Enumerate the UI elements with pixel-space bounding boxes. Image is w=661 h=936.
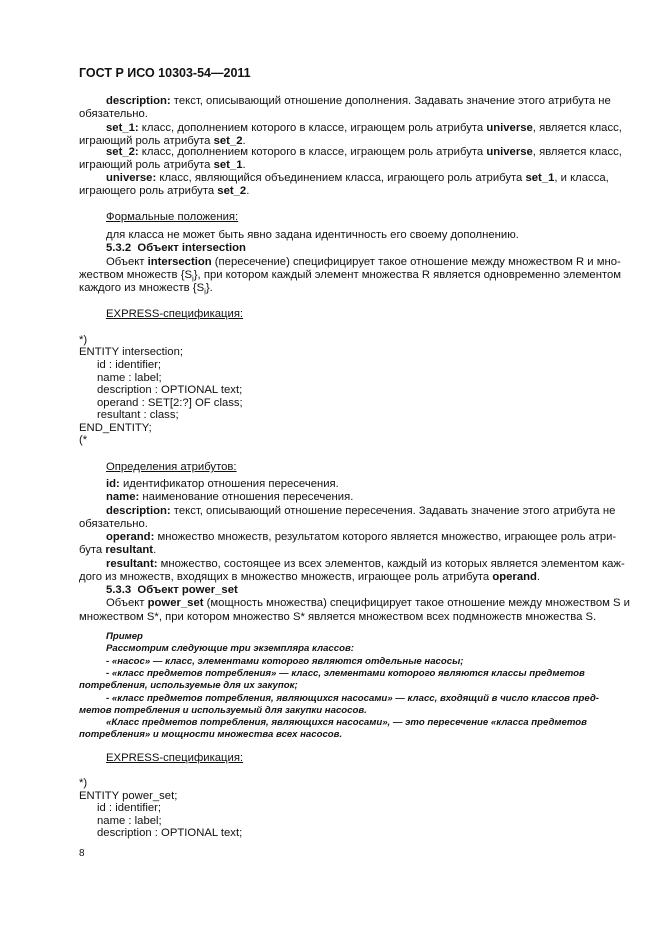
term: set_2: xyxy=(106,146,139,158)
section-5-3-2-title: 5.3.2 Объект intersection xyxy=(106,242,246,254)
express-attr-id: id : identifier; xyxy=(97,359,162,371)
attr-set1-line2: играющий роль атрибута set_2. xyxy=(79,135,246,147)
express-entity: ENTITY intersection; xyxy=(79,346,184,358)
express2-open: *) xyxy=(79,777,88,789)
express2-entity: ENTITY power_set; xyxy=(79,790,178,802)
express-heading-2: EXPRESS-спецификация: xyxy=(106,752,244,764)
example-bullet-3-line2: метов потребления и используемый для закупки насосов. xyxy=(79,705,367,716)
term: description: xyxy=(106,95,171,107)
express2-attr-name: name : label; xyxy=(97,815,162,827)
express-attr-resultant: resultant : class; xyxy=(97,409,179,421)
attrdef-description-line2: обязательно. xyxy=(79,518,148,530)
attr-universe-line1: universe: класс, являющийся объединением класса, играющего роль атрибута set_1, и класса, xyxy=(106,172,609,184)
attrdef-resultant-line2: дого из множеств, входящих в множество множеств, играющее роль атрибута operand. xyxy=(79,571,541,583)
attrdef-resultant-line1: resultant: множество, состоящее из всех элементов, каждый из которых является элементом каж- xyxy=(106,558,625,570)
section-5-3-2-line3: каждого из множеств $\{S_i\}$. xyxy=(79,282,213,297)
attrdef-operand-line1: operand: множество множеств, результатом которого является множество, играющее роль атри- xyxy=(106,531,617,543)
express-attr-operand: operand : SET[2:?] OF class; xyxy=(97,397,243,409)
section-5-3-3-line1: Объект power_set (мощность множества) специфицирует такое отношение между множеством S и xyxy=(106,597,630,609)
express-attr-description: description : OPTIONAL text; xyxy=(97,384,243,396)
section-5-3-3-title: 5.3.3 Объект power_set xyxy=(106,584,238,596)
attr-set2-line1: set_2: класс, дополнением которого в классе, играющем роль атрибута universe, является класс, xyxy=(106,146,622,158)
express-end: END_ENTITY; xyxy=(79,422,152,434)
express-attr-name: name : label; xyxy=(97,372,162,384)
express-open: *) xyxy=(79,334,88,346)
attr-set2-line2: играющий роль атрибута set_1. xyxy=(79,159,246,171)
example-conclusion-line1: «Класс предметов потребления, являющихся насосами», — это пересечение «класса предметов xyxy=(106,717,587,728)
attr-set1-line1: set_1: класс, дополнением которого в классе, играющем роль атрибута universe, является класс, xyxy=(106,122,622,134)
formal-text: для класса не может быть явно задана идентичность его своему дополнению. xyxy=(106,229,519,241)
document-header: ГОСТ Р ИСО 10303-54—2011 xyxy=(79,66,251,80)
attrdef-name: name: наименование отношения пересечения. xyxy=(106,491,354,503)
formal-heading: Формальные положения: xyxy=(106,211,239,223)
example-bullet-3-line1: - «класс предметов потребления, являющихся насосами» — класс, входящий в число классов пред- xyxy=(106,693,599,704)
page-number: 8 xyxy=(79,848,85,859)
attr-universe-line2: играющего роль атрибута set_2. xyxy=(79,185,250,197)
express2-attr-id: id : identifier; xyxy=(97,802,162,814)
express2-attr-description: description : OPTIONAL text; xyxy=(97,827,243,839)
example-bullet-2-line1: - «класс предметов потребления» — класс, элементами которого являются классы предметов xyxy=(106,668,585,679)
attrdef-description-line1: description: текст, описывающий отношение пересечения. Задавать значение этого атрибута не xyxy=(106,505,616,517)
attrdef-operand-line2: бута resultant. xyxy=(79,544,157,556)
section-5-3-2-line1: Объект intersection (пересечение) специфицирует такое отношение между множеством R и мно- xyxy=(106,256,621,268)
express-heading-1: EXPRESS-спецификация: xyxy=(106,308,244,320)
attrdefs-heading: Определения атрибутов: xyxy=(106,461,237,473)
section-5-3-2-line2: жеством множеств $\{S_i\}$, при котором каждый элемент множества R является одновременно элементом xyxy=(79,269,622,284)
example-bullet-2-line2: потребления, используемые для их закупок; xyxy=(79,680,298,691)
attr-description-line1: description: текст, описывающий отношение дополнения. Задавать значение этого атрибута не xyxy=(106,95,611,107)
section-5-3-3-line2: множеством S*, при котором множество S* является множеством всех подмножеств множества S. xyxy=(79,611,597,623)
example-label: Пример xyxy=(106,631,143,642)
example-intro: Рассмотрим следующие три экземпляра классов: xyxy=(106,643,354,654)
term: set_1: xyxy=(106,122,139,134)
example-bullet-1: - «насос» — класс, элементами которого являются отдельные насосы; xyxy=(106,656,464,667)
example-conclusion-line2: потребления» и мощности множества всех насосов. xyxy=(79,729,343,740)
attrdef-id: id: идентификатор отношения пересечения. xyxy=(106,478,339,490)
attr-description-line2: обязательно. xyxy=(79,108,148,120)
term: universe: xyxy=(106,172,157,184)
express-close: (* xyxy=(79,434,88,446)
